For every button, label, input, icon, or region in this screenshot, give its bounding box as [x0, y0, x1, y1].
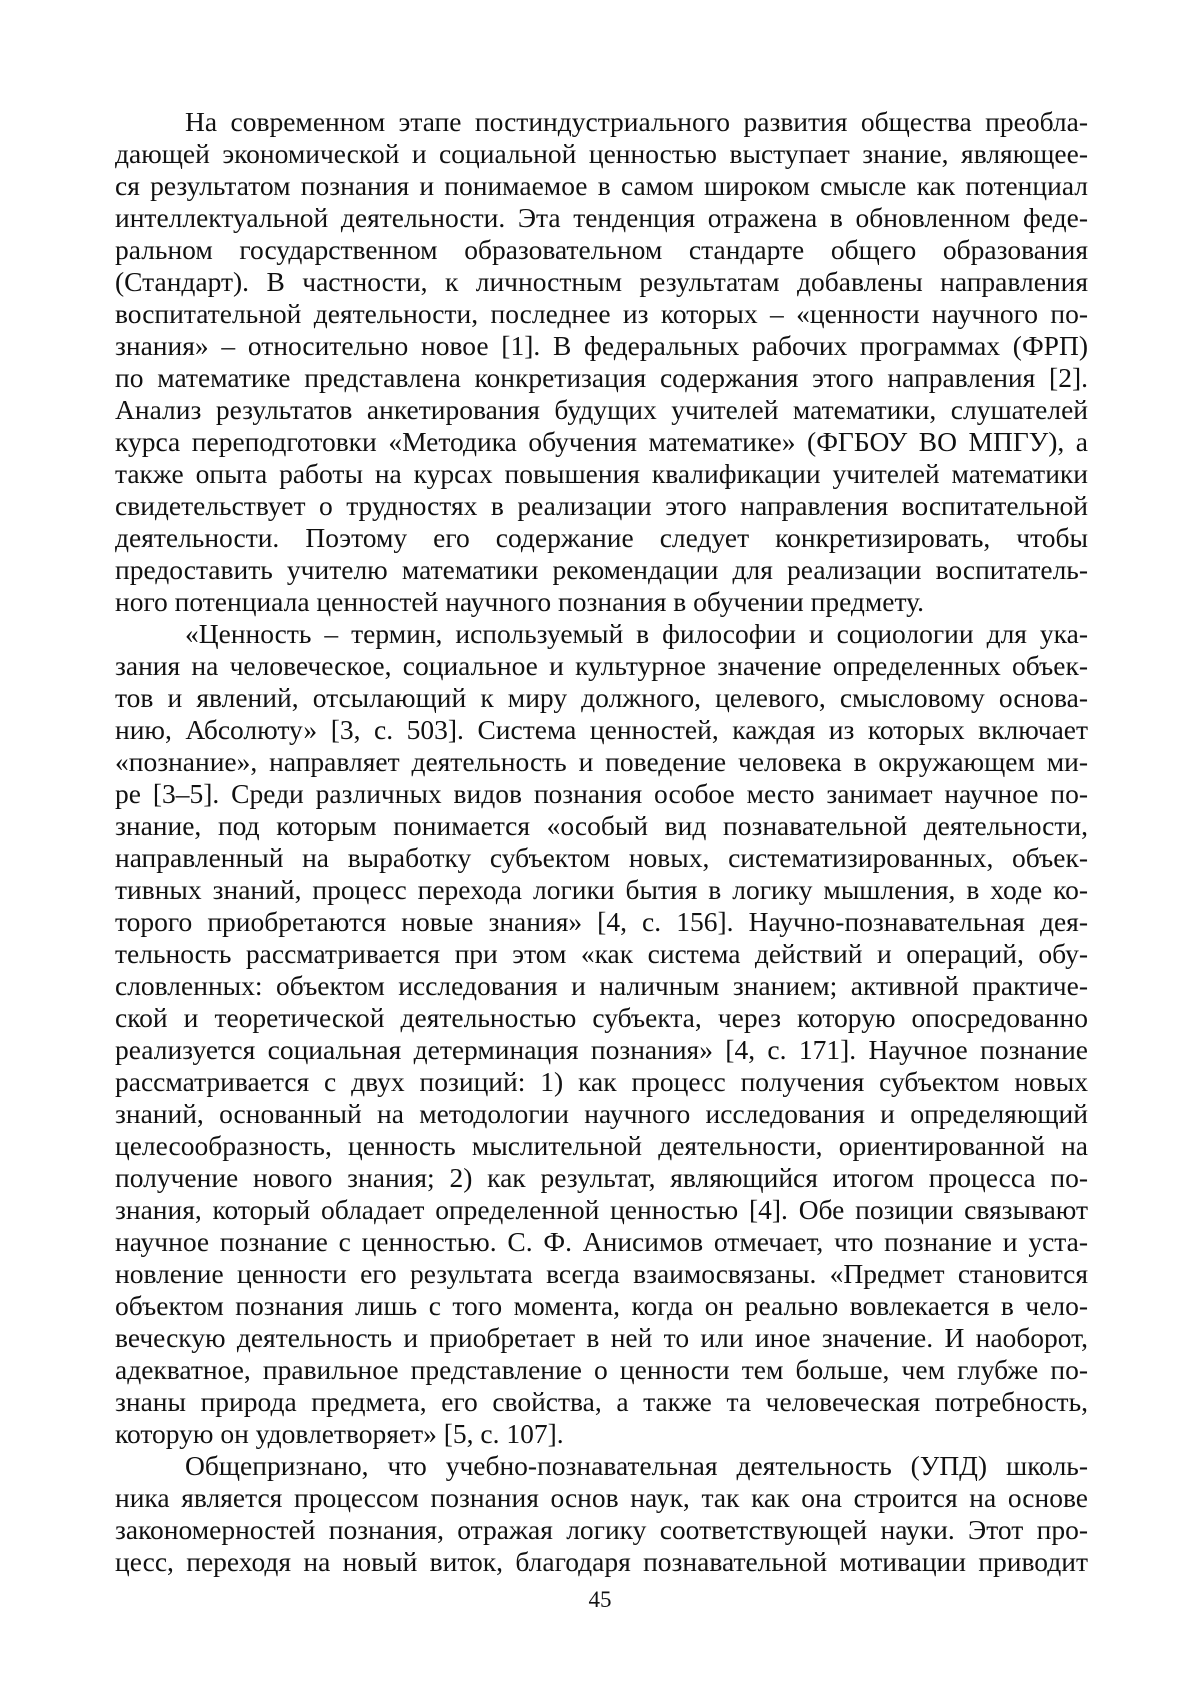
text-line: получение нового знания; 2) как результат, являющийся итогом процесса по- — [115, 1162, 1088, 1193]
text-line: зания на человеческое, социальное и культурное значение определенных объек- — [115, 650, 1088, 681]
text-line: адекватное, правильное представление о ценности тем больше, чем глубже по- — [115, 1354, 1088, 1385]
text-line: торого приобретаются новые знания» [4, с. 156]. Научно-познавательная дея- — [115, 906, 1088, 937]
text-line: словленных: объектом исследования и наличным знанием; активной практиче- — [115, 970, 1088, 1001]
text-line: которую он удовлетворяет» [5, с. 107]. — [115, 1418, 564, 1449]
text-line: нию, Абсолюту» [3, с. 503]. Система ценностей, каждая из которых включает — [115, 714, 1088, 745]
text-line: научное познание с ценностью. С. Ф. Анисимов отмечает, что познание и уста- — [115, 1226, 1088, 1257]
text-line: дающей экономической и социальной ценностью выступает знание, являющее- — [115, 138, 1088, 169]
text-line: «Ценность – термин, используемый в философии и социологии для ука- — [185, 618, 1088, 649]
text-line: «познание», направляет деятельность и поведение человека в окружающем ми- — [115, 746, 1088, 777]
text-line: тов и явлений, отсылающий к миру должного, целевого, смысловому основа- — [115, 682, 1088, 713]
text-line: тельность рассматривается при этом «как система действий и операций, обу- — [115, 938, 1088, 969]
text-line: ного потенциала ценностей научного познания в обучении предмету. — [115, 586, 925, 617]
text-line: знания, который обладает определенной ценностью [4]. Обе позиции связывают — [115, 1194, 1088, 1225]
text-line: веческую деятельность и приобретает в ней то или иное значение. И наоборот, — [115, 1322, 1088, 1353]
text-line: ской и теоретической деятельностью субъекта, через которую опосредованно — [115, 1002, 1088, 1033]
text-line: курса переподготовки «Методика обучения математике» (ФГБОУ ВО МПГУ), а — [115, 426, 1088, 457]
text-line: На современном этапе постиндустриального развития общества преобла- — [185, 106, 1088, 137]
text-line: направленный на выработку субъектом новых, систематизированных, объек- — [115, 842, 1088, 873]
text-line: знания» – относительно новое [1]. В федеральных рабочих программах (ФРП) — [115, 330, 1088, 361]
text-line: ре [3–5]. Среди различных видов познания особое место занимает научное по- — [115, 778, 1088, 809]
text-line: деятельности. Поэтому его содержание следует конкретизировать, чтобы — [115, 522, 1088, 553]
text-line: по математике представлена конкретизация содержания этого направления [2]. — [115, 362, 1088, 393]
text-line: рассматривается с двух позиций: 1) как процесс получения субъектом новых — [115, 1066, 1088, 1097]
text-line: реализуется социальная детерминация познания» [4, с. 171]. Научное познание — [115, 1034, 1088, 1065]
text-line: воспитательной деятельности, последнее из которых – «ценности научного по- — [115, 298, 1088, 329]
text-line: предоставить учителю математики рекомендации для реализации воспитатель- — [115, 554, 1088, 585]
text-line: ника является процессом познания основ наук, так как она строится на основе — [115, 1482, 1088, 1513]
text-line: Общепризнано, что учебно-познавательная деятельность (УПД) школь- — [185, 1450, 1088, 1481]
text-line: ральном государственном образовательном стандарте общего образования — [115, 234, 1088, 265]
text-line: целесообразность, ценность мыслительной деятельности, ориентированной на — [115, 1130, 1088, 1161]
text-line: знаний, основанный на методологии научного исследования и определяющий — [115, 1098, 1088, 1129]
text-line: интеллектуальной деятельности. Эта тенденция отражена в обновленном феде- — [115, 202, 1088, 233]
text-line: Анализ результатов анкетирования будущих учителей математики, слушателей — [115, 394, 1088, 425]
text-line: новление ценности его результата всегда взаимосвязаны. «Предмет становится — [115, 1258, 1088, 1289]
text-line: (Стандарт). В частности, к личностным результатам добавлены направления — [115, 266, 1088, 297]
text-line: знаны природа предмета, его свойства, а также та человеческая потребность, — [115, 1386, 1088, 1417]
text-line: цесс, переходя на новый виток, благодаря познавательной мотивации приводит — [115, 1546, 1088, 1577]
text-line: ся результатом познания и понимаемое в самом широком смысле как потенциал — [115, 170, 1088, 201]
text-line: тивных знаний, процесс перехода логики бытия в логику мышления, в ходе ко- — [115, 874, 1088, 905]
text-line: знание, под которым понимается «особый вид познавательной деятельности, — [115, 810, 1088, 841]
page-number: 45 — [588, 1587, 612, 1612]
text-line: объектом познания лишь с того момента, когда он реально вовлекается в чело- — [115, 1290, 1088, 1321]
text-line: закономерностей познания, отражая логику соответствующей науки. Этот про- — [115, 1514, 1088, 1545]
text-line: свидетельствует о трудностях в реализации этого направления воспитательной — [115, 490, 1088, 521]
text-line: также опыта работы на курсах повышения квалификации учителей математики — [115, 458, 1088, 489]
